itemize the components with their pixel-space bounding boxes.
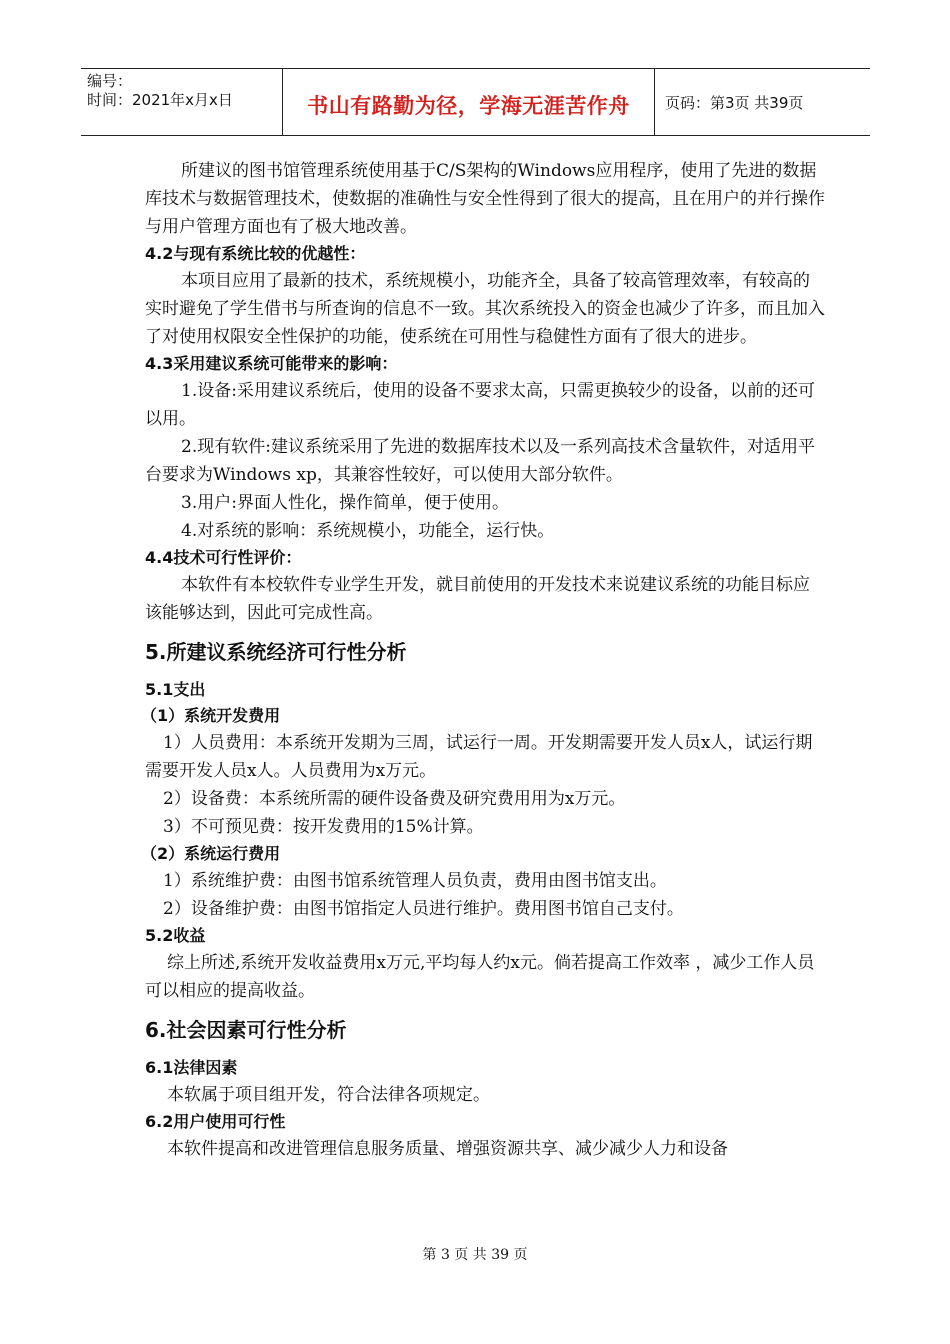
- section-heading-4-4: 4.4技术可行性评价：: [145, 548, 302, 567]
- document-date: 时间：2021年x月x日: [87, 91, 233, 109]
- section-heading-6-2: 6.2用户使用可行性: [145, 1112, 286, 1131]
- page-footer: 第 3 页 共 39 页: [422, 1247, 528, 1263]
- paragraph: 所建议的图书馆管理系统使用基于C/S架构的Windows应用程序，使用了先进的数据库技术与数据管理技术，使数据的准确性与安全性得到了很大的提高，且在用户的并行操作与用户管理方面也有了极大地改善。: [145, 161, 825, 237]
- list-item: 2.现有软件:建议系统采用了先进的数据库技术以及一系列高技术含量软件，对适用平台要求为Windows xp，其兼容性较好，可以使用大部分软件。: [145, 437, 815, 485]
- paragraph: 综上所述,系统开发收益费用x万元,平均每人约x元。倘若提高工作效率 ，减少工作人员可以相应的提高收益。: [145, 953, 815, 1001]
- chapter-heading-5: 5.所建议系统经济可行性分析: [145, 640, 407, 664]
- section-heading-4-2: 4.2与现有系统比较的优越性：: [145, 244, 366, 263]
- subsection-heading-dev-cost: （1）系统开发费用: [141, 706, 281, 725]
- list-item: 2）设备费：本系统所需的硬件设备费及研究费用用为x万元。: [163, 789, 626, 809]
- section-heading-4-3: 4.3采用建议系统可能带来的影响：: [145, 354, 398, 373]
- page-header: [81, 68, 870, 136]
- subsection-heading-run-cost: （2）系统运行费用: [141, 844, 281, 863]
- document-body: [141, 157, 825, 1163]
- list-item: 1）人员费用：本系统开发期为三周，试运行一周。开发期需要开发人员x人，试运行期需要开发人员x人。人员费用为x万元。: [145, 733, 813, 781]
- paragraph: 本项目应用了最新的技术，系统规模小，功能齐全，具备了较高管理效率，有较高的实时避免了学生借书与所查询的信息不一致。其次系统投入的资金也减少了许多，而且加入了对使用权限安全性保护的功能，使系统在可用性与稳健性方面有了很大的进步。: [145, 271, 825, 347]
- section-heading-5-2: 5.2收益: [145, 926, 206, 945]
- section-heading-5-1: 5.1支出: [145, 680, 206, 699]
- header-page-number: 页码：第3页 共39页: [665, 93, 804, 112]
- paragraph: 本软件提高和改进管理信息服务质量、增强资源共享、减少减少人力和设备: [167, 1139, 728, 1159]
- document-number-label: 编号：: [87, 72, 133, 90]
- header-meta: [81, 69, 283, 135]
- chapter-heading-6: 6.社会因素可行性分析: [145, 1018, 347, 1042]
- list-item: 3.用户:界面人性化，操作简单，便于使用。: [181, 493, 509, 513]
- paragraph: 本软属于项目组开发，符合法律各项规定。: [167, 1085, 490, 1105]
- list-item: 1）系统维护费：由图书馆系统管理人员负责，费用由图书馆支出。: [163, 871, 667, 891]
- section-heading-6-1: 6.1法律因素: [145, 1058, 238, 1077]
- list-item: 1.设备:采用建议系统后，使用的设备不要求太高，只需更换较少的设备，以前的还可以用。: [145, 381, 815, 429]
- paragraph: 本软件有本校软件专业学生开发，就目前使用的开发技术来说建议系统的功能目标应该能够达到，因此可完成性高。: [145, 575, 810, 623]
- list-item: 3）不可预见费：按开发费用的15%计算。: [163, 817, 484, 837]
- list-item: 4.对系统的影响：系统规模小，功能全，运行快。: [181, 521, 555, 541]
- list-item: 2）设备维护费：由图书馆指定人员进行维护。费用图书馆自己支付。: [163, 899, 684, 919]
- header-motto: 书山有路勤为径，学海无涯苦作舟: [283, 69, 655, 135]
